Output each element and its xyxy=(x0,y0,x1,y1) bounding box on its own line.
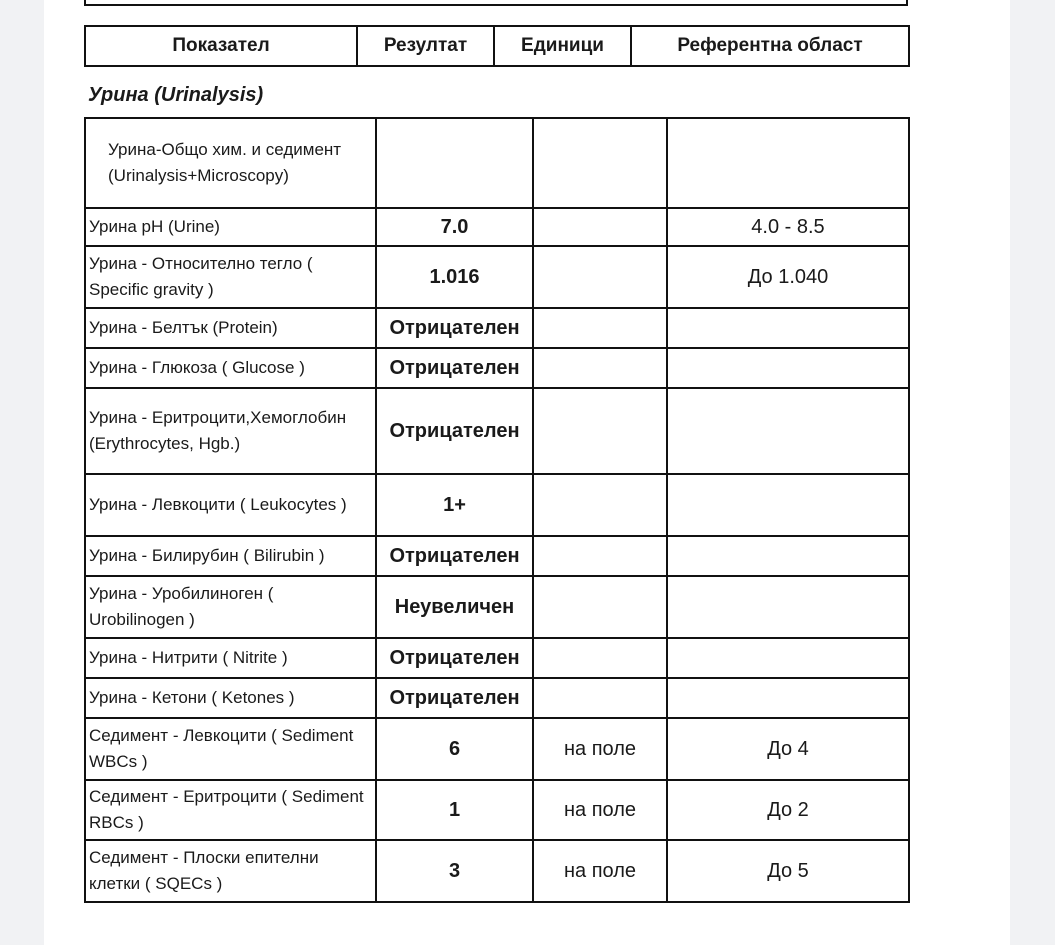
row-reference xyxy=(667,678,909,718)
row-units: на поле xyxy=(533,718,667,780)
row-reference xyxy=(667,118,909,208)
row-name: Урина - Левкоцити ( Leukocytes ) xyxy=(85,474,376,536)
row-result: 1.016 xyxy=(376,246,533,308)
row-reference xyxy=(667,308,909,348)
table-row xyxy=(85,246,909,308)
table-row xyxy=(85,536,909,576)
row-result: 1+ xyxy=(376,474,533,536)
row-result: Отрицателен xyxy=(376,536,533,576)
header-result: Резултат xyxy=(357,26,494,66)
row-units xyxy=(533,678,667,718)
row-reference: До 4 xyxy=(667,718,909,780)
row-result: Отрицателен xyxy=(376,388,533,474)
header-units: Единици xyxy=(494,26,631,66)
table-row xyxy=(85,638,909,678)
table-row xyxy=(85,718,909,780)
table-row xyxy=(85,208,909,246)
row-units xyxy=(533,388,667,474)
row-result: 1 xyxy=(376,780,533,840)
row-name: Седимент - Еритроцити ( Sediment RBCs ) xyxy=(85,780,376,840)
row-result: Отрицателен xyxy=(376,348,533,388)
row-name: Урина - Кетони ( Ketones ) xyxy=(85,678,376,718)
row-result: 7.0 xyxy=(376,208,533,246)
section-title: Урина (Urinalysis) xyxy=(88,84,264,106)
header-indicator: Показател xyxy=(85,26,357,66)
row-units xyxy=(533,118,667,208)
row-units: на поле xyxy=(533,840,667,902)
row-reference xyxy=(667,348,909,388)
table-row xyxy=(85,118,909,208)
row-result xyxy=(376,118,533,208)
table-row xyxy=(85,308,909,348)
row-reference xyxy=(667,536,909,576)
row-name: Урина - Белтък (Protein) xyxy=(85,308,376,348)
row-reference: До 1.040 xyxy=(667,246,909,308)
row-name: Урина - Еритроцити,Хемоглобин (Erythrocytes, Hgb.) xyxy=(85,388,376,474)
row-units xyxy=(533,638,667,678)
table-row xyxy=(85,780,909,840)
header-row xyxy=(85,26,909,66)
table-row xyxy=(85,576,909,638)
row-result: Отрицателен xyxy=(376,678,533,718)
row-result: Неувеличен xyxy=(376,576,533,638)
table-row xyxy=(85,348,909,388)
row-reference xyxy=(667,388,909,474)
row-name: Урина - Относително тегло ( Specific gravity ) xyxy=(85,246,376,308)
row-name: Урина - Глюкоза ( Glucose ) xyxy=(85,348,376,388)
row-reference xyxy=(667,638,909,678)
table-row xyxy=(85,474,909,536)
row-reference: 4.0 - 8.5 xyxy=(667,208,909,246)
table-row xyxy=(85,388,909,474)
row-units xyxy=(533,536,667,576)
row-units xyxy=(533,474,667,536)
row-result: Отрицателен xyxy=(376,638,533,678)
header-reference: Референтна област xyxy=(631,26,909,66)
row-reference xyxy=(667,576,909,638)
row-name: Урина-Общо хим. и седимент (Urinalysis+Microscopy) xyxy=(85,118,376,208)
row-reference: До 2 xyxy=(667,780,909,840)
row-name: Седимент - Левкоцити ( Sediment WBCs ) xyxy=(85,718,376,780)
row-name: Урина - Билирубин ( Bilirubin ) xyxy=(85,536,376,576)
row-name: Урина pH (Urine) xyxy=(85,208,376,246)
table-row xyxy=(85,840,909,902)
row-result: 3 xyxy=(376,840,533,902)
row-units xyxy=(533,576,667,638)
urinalysis-table xyxy=(84,117,910,903)
row-reference xyxy=(667,474,909,536)
row-name: Урина - Нитрити ( Nitrite ) xyxy=(85,638,376,678)
row-units xyxy=(533,246,667,308)
row-result: 6 xyxy=(376,718,533,780)
row-units xyxy=(533,308,667,348)
previous-table-bottom xyxy=(84,0,908,6)
row-reference: До 5 xyxy=(667,840,909,902)
row-units xyxy=(533,208,667,246)
row-name: Урина - Уробилиноген ( Urobilinogen ) xyxy=(85,576,376,638)
results-header-table xyxy=(84,25,910,67)
row-result: Отрицателен xyxy=(376,308,533,348)
table-row xyxy=(85,678,909,718)
row-units xyxy=(533,348,667,388)
row-name: Седимент - Плоски епителни клетки ( SQECs ) xyxy=(85,840,376,902)
row-units: на поле xyxy=(533,780,667,840)
